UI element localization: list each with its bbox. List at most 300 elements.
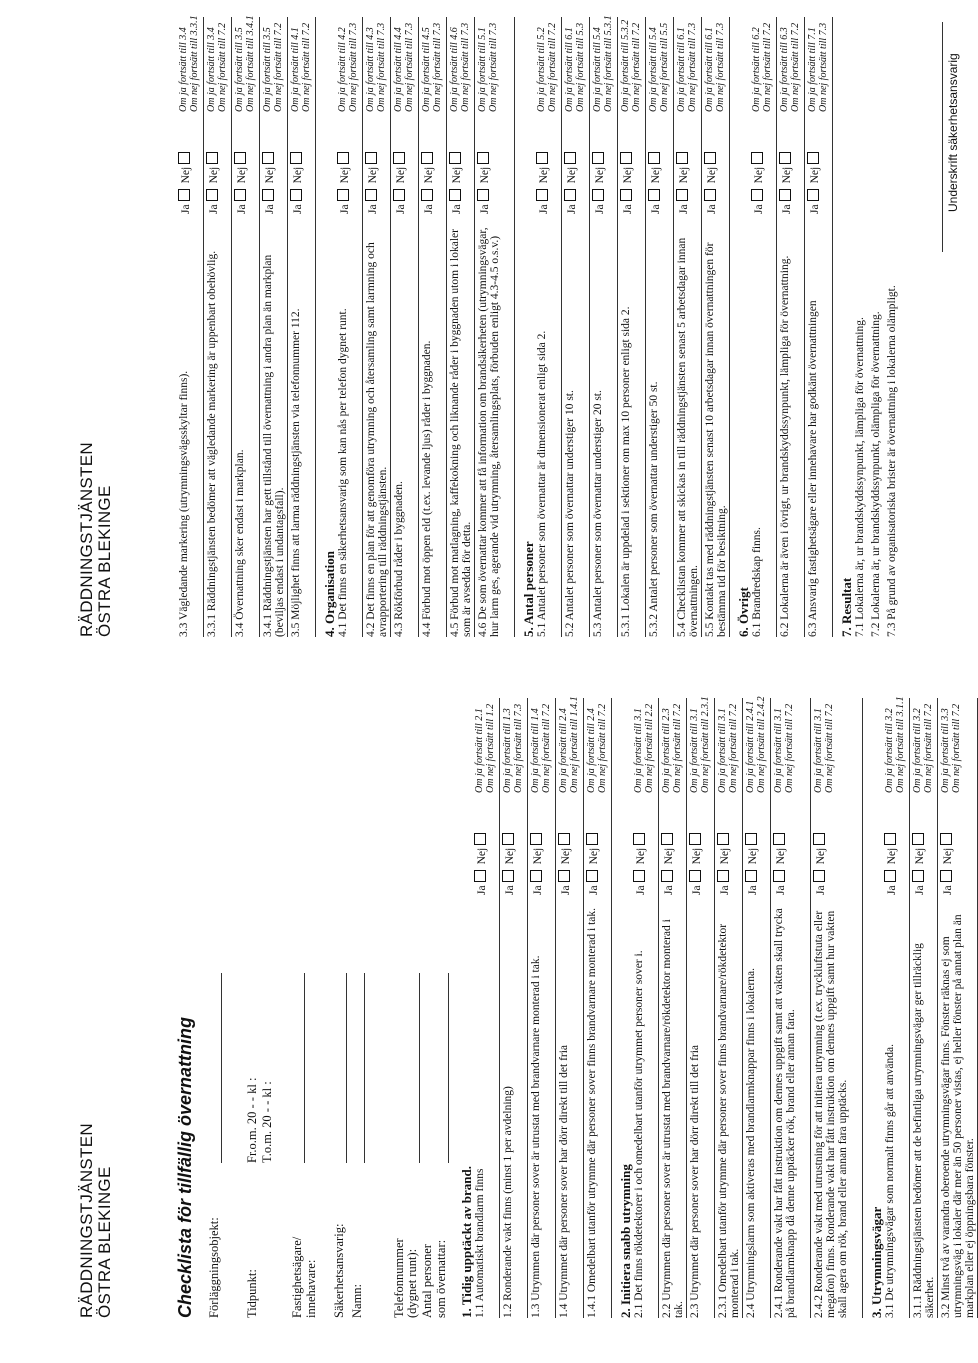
routing-yes: Om ja fortsätt till 1.3: [502, 708, 513, 793]
yes-checkbox[interactable]: [530, 870, 542, 882]
yes-checkbox[interactable]: [502, 870, 514, 882]
yes-label: Ja: [423, 204, 435, 214]
yes-checkbox[interactable]: [477, 189, 489, 201]
yes-no-choice: [676, 146, 690, 214]
routing-no: Om nej fortsätt till 7.2: [672, 703, 683, 793]
yes-no-choice: [689, 827, 703, 895]
routing-instructions: [813, 704, 835, 793]
yes-checkbox[interactable]: [676, 189, 688, 201]
question: 5.2 Antalet personer som övernattar understiger 10 st.: [564, 390, 576, 637]
org-header-right: RÄDDNINGSTJÄNSTEN ÖSTRA BLEKINGE: [77, 442, 114, 637]
no-label: Nej: [663, 847, 675, 865]
field-label: Telefonnummer: [392, 1238, 406, 1318]
no-checkbox[interactable]: [477, 152, 489, 164]
row-divider: [287, 17, 288, 637]
yes-checkbox[interactable]: [290, 189, 302, 201]
routing-instructions: [502, 704, 524, 793]
routing-no: Om nej fortsätt till 7.2: [597, 703, 608, 793]
field-underline: [448, 973, 449, 1163]
row-divider: [474, 17, 475, 637]
routing-instructions: [620, 20, 642, 112]
question: 1.3 Utrymmen där personer sover är utrustat med brandvarnare monterad i tak.: [530, 955, 542, 1318]
question: 1.4.1 Omedelbart utanför utrymme där personer sover finns brandvarnare monterad i tak.: [586, 907, 598, 1318]
row-divider: [617, 17, 618, 637]
routing-no: Om nej fortsätt till 7.3: [404, 22, 415, 112]
no-label: Nej: [451, 166, 463, 184]
routing-no: Om nej fortsätt till 2.3.1: [700, 696, 711, 793]
yes-checkbox[interactable]: [745, 870, 757, 882]
no-checkbox[interactable]: [365, 152, 377, 164]
no-label: Nej: [538, 166, 550, 184]
yes-checkbox[interactable]: [178, 189, 190, 201]
no-checkbox[interactable]: [661, 833, 673, 845]
yes-checkbox[interactable]: [661, 870, 673, 882]
question: 2.4.1 Ronderande vakt har fått instruktion om dennes uppgift samt att vakten skall trycka på brandlarmknapp då denne upptäcker rök, brand eller annan fara.: [773, 908, 797, 1318]
yes-label: Ja: [367, 204, 379, 214]
routing-instructions: [586, 704, 608, 793]
row-divider: [362, 17, 363, 637]
yes-label: Ja: [719, 885, 731, 895]
yes-no-choice: [773, 827, 787, 895]
routing-instructions: [676, 23, 698, 112]
no-checkbox[interactable]: [940, 833, 952, 845]
yes-checkbox[interactable]: [393, 189, 405, 201]
routing-instructions: [262, 23, 284, 112]
yes-checkbox[interactable]: [536, 189, 548, 201]
no-checkbox[interactable]: [592, 152, 604, 164]
yes-no-choice: [206, 146, 220, 214]
routing-no: Om nej fortsätt till 7.2: [824, 703, 835, 793]
yes-checkbox[interactable]: [337, 189, 349, 201]
yes-no-choice: [234, 146, 248, 214]
routing-yes: Om ja fortsätt till 2.3: [661, 708, 672, 793]
yes-label: Ja: [635, 885, 647, 895]
question: 5.3.1 Lokalen är uppdelad i sektioner om max 10 personer enligt sida 2.: [620, 306, 632, 637]
row-divider: [673, 17, 674, 637]
question: 6.3 Ansvarig fastighetsägare eller innehavare har godkänt övernattningen: [807, 300, 819, 637]
no-label: Nej: [691, 847, 703, 865]
routing-yes: Om ja fortsätt till 3.2: [884, 708, 895, 793]
field-underline: [419, 973, 420, 1163]
routing-yes: Om ja fortsätt till 2.4: [558, 708, 569, 793]
routing-yes: Om ja fortsätt till 3.5: [234, 27, 245, 112]
yes-label: Ja: [208, 204, 220, 214]
question: 5.3.2 Antalet personer som övernattar understiger 50 st.: [648, 381, 660, 637]
routing-yes: Om ja fortsätt till 3.4: [178, 27, 189, 112]
row-divider: [776, 17, 777, 637]
no-label: Nej: [292, 166, 304, 184]
routing-instructions: [884, 696, 906, 793]
no-checkbox[interactable]: [704, 152, 716, 164]
yes-no-choice: [620, 146, 634, 214]
row-divider: [832, 17, 833, 637]
yes-no-choice: [365, 146, 379, 214]
yes-checkbox[interactable]: [813, 870, 825, 882]
yes-label: Ja: [532, 885, 544, 895]
yes-checkbox[interactable]: [262, 189, 274, 201]
routing-instructions: [337, 23, 359, 112]
yes-checkbox[interactable]: [558, 870, 570, 882]
routing-yes: Om ja fortsätt till 5.1: [477, 27, 488, 112]
yes-no-choice: [633, 827, 647, 895]
yes-no-choice: [940, 827, 954, 895]
routing-yes: Om ja fortsätt till 2.4: [586, 708, 597, 793]
question: 4.3 Rökförbud råder i byggnaden.: [393, 481, 405, 637]
checklist-title: Checklista för tillfällig övernattning: [175, 1016, 195, 1318]
routing-instructions: [449, 23, 471, 112]
field-value[interactable]: Fr.o.m. 20 - - kl :: [245, 1077, 259, 1163]
no-label: Nej: [914, 847, 926, 865]
routing-yes: Om ja fortsätt till 3.1: [689, 708, 700, 793]
no-label: Nej: [339, 166, 351, 184]
no-checkbox[interactable]: [474, 833, 486, 845]
no-label: Nej: [476, 847, 488, 865]
routing-no: Om nej fortsätt till 7.2: [728, 703, 739, 793]
row-divider: [770, 698, 771, 1318]
yes-label: Ja: [566, 204, 578, 214]
yes-checkbox[interactable]: [773, 870, 785, 882]
no-label: Nej: [395, 166, 407, 184]
yes-no-choice: [536, 146, 550, 214]
yes-label: Ja: [815, 885, 827, 895]
yes-checkbox[interactable]: [474, 870, 486, 882]
question: 5.5 Kontakt tas med räddningstjänsten senast 10 arbetsdagar innan övernattningen för bestämma tid för besiktning.: [704, 242, 728, 637]
field-value[interactable]: T.o.m. 20 - - kl :: [260, 1081, 274, 1163]
no-checkbox[interactable]: [449, 152, 461, 164]
routing-instructions: [751, 23, 773, 112]
no-checkbox[interactable]: [751, 152, 763, 164]
yes-checkbox[interactable]: [779, 189, 791, 201]
no-checkbox[interactable]: [206, 152, 218, 164]
yes-label: Ja: [395, 204, 407, 214]
yes-label: Ja: [622, 204, 634, 214]
routing-no: Om nej fortsätt till 7.2: [301, 22, 312, 112]
no-checkbox[interactable]: [620, 152, 632, 164]
routing-yes: Om ja fortsätt till 3.1: [813, 708, 824, 793]
routing-yes: Om ja fortsätt till 6.2: [751, 27, 762, 112]
no-checkbox[interactable]: [807, 152, 819, 164]
no-label: Nej: [622, 166, 634, 184]
no-checkbox[interactable]: [773, 833, 785, 845]
routing-instructions: [393, 23, 415, 112]
no-checkbox[interactable]: [262, 152, 274, 164]
routing-no: Om nej fortsätt till 7.3: [432, 22, 443, 112]
yes-no-choice: [337, 146, 351, 214]
section-heading: 3. Utrymningsvägar: [869, 1206, 884, 1318]
no-checkbox[interactable]: [290, 152, 302, 164]
routing-yes: Om ja fortsätt till 6.1: [676, 27, 687, 112]
routing-instructions: [234, 15, 256, 112]
no-label: Nej: [236, 166, 248, 184]
yes-label: Ja: [560, 885, 572, 895]
yes-label: Ja: [588, 885, 600, 895]
no-checkbox[interactable]: [564, 152, 576, 164]
yes-label: Ja: [691, 885, 703, 895]
no-checkbox[interactable]: [178, 152, 190, 164]
no-label: Nej: [886, 847, 898, 865]
yes-no-choice: [290, 146, 304, 214]
routing-instructions: [530, 704, 552, 793]
yes-no-choice: [745, 827, 759, 895]
field-label: Förläggningsobjekt:: [207, 1217, 221, 1318]
routing-yes: Om ja fortsätt till 4.5: [421, 27, 432, 112]
yes-checkbox[interactable]: [633, 870, 645, 882]
yes-checkbox[interactable]: [717, 870, 729, 882]
row-divider: [810, 698, 811, 1318]
row-divider: [203, 17, 204, 637]
yes-label: Ja: [809, 204, 821, 214]
routing-no: Om nej fortsätt till 1.4.1: [569, 696, 580, 793]
row-divider: [527, 698, 528, 1318]
routing-yes: Om ja fortsätt till 2.4.1: [745, 700, 756, 793]
yes-checkbox[interactable]: [807, 189, 819, 201]
routing-yes: Om ja fortsätt till 5.4: [592, 27, 603, 112]
no-label: Nej: [367, 166, 379, 184]
question: 5.1 Antalet personer som övernattar är dimensionerat enligt sida 2.: [536, 330, 548, 637]
yes-no-choice: [421, 146, 435, 214]
row-divider: [315, 17, 316, 637]
routing-instructions: [206, 23, 228, 112]
yes-checkbox[interactable]: [234, 189, 246, 201]
no-label: Nej: [504, 847, 516, 865]
yes-checkbox[interactable]: [648, 189, 660, 201]
row-divider: [499, 698, 500, 1318]
result-item: 7.3 På grund av organisatoriska brister är övernattning i lokalerna olämpligt.: [886, 285, 898, 637]
yes-checkbox[interactable]: [206, 189, 218, 201]
no-label: Nej: [809, 166, 821, 184]
routing-no: Om nej fortsätt till 7.2: [790, 22, 801, 112]
routing-instructions: [290, 23, 312, 112]
row-divider: [418, 17, 419, 637]
question: 3.1.1 Räddningstjänsten bedömer att de befintliga utrymningsvägar ger tillräcklig säkerhet.: [912, 943, 936, 1318]
routing-instructions: [536, 23, 558, 112]
routing-no: Om nej fortsätt till 7.3: [460, 22, 471, 112]
left-column: [0, 682, 976, 1363]
routing-no: Om nej fortsätt till 7.2: [217, 22, 228, 112]
routing-yes: Om ja fortsätt till 3.2: [912, 708, 923, 793]
routing-no: Om nej fortsätt till 7.2: [273, 22, 284, 112]
yes-label: Ja: [236, 204, 248, 214]
routing-instructions: [779, 23, 801, 112]
yes-label: Ja: [914, 885, 926, 895]
row-divider: [446, 17, 447, 637]
routing-instructions: [633, 704, 655, 793]
question: 2.3 Utrymmet där personer sover har dörr direkt till det fria: [689, 1044, 701, 1318]
no-label: Nej: [753, 166, 765, 184]
no-checkbox[interactable]: [337, 152, 349, 164]
question: 6.2 Lokalerna är även i övrigt, ur brandskyddssynpunkt, lämpliga för övernattning.: [779, 255, 791, 637]
yes-checkbox[interactable]: [940, 870, 952, 882]
routing-yes: Om ja fortsätt till 4.4: [393, 27, 404, 112]
field-label: Antal personer: [420, 1244, 434, 1318]
question: 3.3.1 Räddningstjänsten bedömer att vägledande markering är uppenbart obehövlig.: [206, 250, 218, 637]
field-label: Säkerhetsansvarig:: [332, 1223, 346, 1318]
org-header: RÄDDNINGSTJÄNSTEN ÖSTRA BLEKINGE: [77, 1123, 114, 1318]
row-divider: [231, 17, 232, 637]
yes-checkbox[interactable]: [704, 189, 716, 201]
routing-instructions: [558, 696, 580, 793]
no-checkbox[interactable]: [717, 833, 729, 845]
yes-label: Ja: [886, 885, 898, 895]
routing-instructions: [661, 704, 683, 793]
row-divider: [259, 17, 260, 637]
row-divider: [804, 17, 805, 637]
yes-label: Ja: [339, 204, 351, 214]
yes-no-choice: [262, 146, 276, 214]
routing-no: Om nej fortsätt till 7.2: [784, 703, 795, 793]
yes-label: Ja: [594, 204, 606, 214]
routing-no: Om nej fortsätt till 7.2: [762, 22, 773, 112]
question: 2.4 Utrymningslarm som aktiveras med brandlarmknappar finns i lokalerna.: [745, 967, 757, 1318]
no-label: Nej: [566, 166, 578, 184]
yes-label: Ja: [504, 885, 516, 895]
routing-instructions: [178, 15, 200, 112]
yes-no-choice: [592, 146, 606, 214]
no-label: Nej: [423, 166, 435, 184]
field-label: Fastighetsägare/: [290, 1236, 304, 1318]
routing-no: Om nej fortsätt till 7.2: [923, 703, 934, 793]
routing-instructions: [648, 23, 670, 112]
question: 3.4 Övernattning sker endast i markplan.: [234, 449, 246, 637]
routing-instructions: [807, 23, 829, 112]
routing-no: Om nej fortsätt till 5.3: [575, 22, 586, 112]
yes-checkbox[interactable]: [586, 870, 598, 882]
no-label: Nej: [942, 847, 954, 865]
yes-label: Ja: [538, 204, 550, 214]
yes-checkbox[interactable]: [689, 870, 701, 882]
routing-yes: Om ja fortsätt till 4.2: [337, 27, 348, 112]
no-checkbox[interactable]: [633, 833, 645, 845]
field-underline: [364, 973, 365, 1163]
routing-no: Om nej fortsätt till 7.3: [488, 22, 499, 112]
no-checkbox[interactable]: [558, 833, 570, 845]
question: 1.4 Utrymmet där personer sover har dörr direkt till det fria: [558, 1044, 570, 1318]
row-divider: [909, 698, 910, 1318]
section-heading: 5. Antal personer: [521, 541, 536, 637]
row-divider: [583, 698, 584, 1318]
yes-no-choice: [474, 827, 488, 895]
no-checkbox[interactable]: [421, 152, 433, 164]
no-checkbox[interactable]: [502, 833, 514, 845]
yes-checkbox[interactable]: [592, 189, 604, 201]
question: 2.1 Det finns rökdetektorer i och omedelbart utanför utrymmet personer sover i.: [633, 950, 645, 1318]
yes-no-choice: [502, 827, 516, 895]
yes-no-choice: [912, 827, 926, 895]
no-label: Nej: [479, 166, 491, 184]
routing-no: Om nej fortsätt till 2.4.2: [756, 696, 767, 793]
yes-checkbox[interactable]: [365, 189, 377, 201]
question: 4.2 Det finns en plan för att genomföra utrymning och återsamling samt larmning och avrapportering till räddningstjänsten.: [365, 242, 389, 637]
routing-yes: Om ja fortsätt till 3.5: [262, 27, 273, 112]
no-checkbox[interactable]: [648, 152, 660, 164]
yes-checkbox[interactable]: [912, 870, 924, 882]
yes-checkbox[interactable]: [449, 189, 461, 201]
no-label: Nej: [678, 166, 690, 184]
no-label: Nej: [532, 847, 544, 865]
routing-instructions: [773, 704, 795, 793]
yes-label: Ja: [663, 885, 675, 895]
routing-yes: Om ja fortsätt till 3.4: [206, 27, 217, 112]
question: 3.5 Möjlighet finns att larma räddningstjänsten via telefonnummer 112.: [290, 308, 302, 637]
no-label: Nej: [650, 166, 662, 184]
yes-label: Ja: [781, 204, 793, 214]
routing-instructions: [940, 704, 962, 793]
yes-checkbox[interactable]: [421, 189, 433, 201]
no-checkbox[interactable]: [745, 833, 757, 845]
yes-checkbox[interactable]: [884, 870, 896, 882]
question: 5.4 Checklistan kommer att skickas in till räddningstjänsten senast 5 arbetsdagar innan övernattningen.: [676, 237, 700, 637]
yes-label: Ja: [678, 204, 690, 214]
yes-no-choice: [393, 146, 407, 214]
no-checkbox[interactable]: [689, 833, 701, 845]
row-divider: [714, 698, 715, 1318]
yes-no-choice: [779, 146, 793, 214]
routing-instructions: [564, 23, 586, 112]
no-checkbox[interactable]: [530, 833, 542, 845]
section-heading: 4. Organisation: [322, 551, 337, 637]
routing-yes: Om ja fortsätt till 1.4: [530, 708, 541, 793]
no-checkbox[interactable]: [536, 152, 548, 164]
section-heading: 6. Övrigt: [736, 587, 751, 637]
question: 1.2 Ronderande vakt finns (minst 1 per avdelning): [502, 1086, 514, 1318]
row-divider: [611, 698, 612, 1318]
routing-instructions: [474, 704, 496, 793]
row-divider: [701, 17, 702, 637]
row-divider: [862, 698, 863, 1318]
field-underline: [221, 973, 222, 1163]
no-checkbox[interactable]: [779, 152, 791, 164]
no-checkbox[interactable]: [234, 152, 246, 164]
routing-no: Om nej fortsätt till 7.3: [687, 22, 698, 112]
no-label: Nej: [635, 847, 647, 865]
routing-yes: Om ja fortsätt till 5.3.2: [620, 19, 631, 112]
row-divider: [658, 698, 659, 1318]
routing-instructions: [717, 704, 739, 793]
no-checkbox[interactable]: [912, 833, 924, 845]
no-label: Nej: [775, 847, 787, 865]
yes-label: Ja: [753, 204, 765, 214]
row-divider: [937, 698, 938, 1318]
yes-checkbox[interactable]: [751, 189, 763, 201]
yes-checkbox[interactable]: [620, 189, 632, 201]
question: 2.3.1 Omedelbart utanför utrymme där personer sover finns brandvarnare/rökdetektor monterad i tak.: [717, 923, 741, 1318]
no-label: Nej: [208, 166, 220, 184]
routing-no: Om nej fortsätt till 3.1.1: [895, 696, 906, 793]
no-checkbox[interactable]: [676, 152, 688, 164]
row-divider: [514, 17, 515, 637]
question: 3.2 Minst två av varandra oberoende utrymningsvägar finns. Fönster räknas ej som utrymningsväg i lokaler där mer än 50 personer vistas, ej heller fönster på annat plan än markplan eller ej öppningsbara fönster.: [940, 914, 976, 1318]
field-label: Tidpunkt:: [245, 1269, 259, 1318]
field-underline: [304, 973, 305, 1163]
yes-label: Ja: [180, 204, 192, 214]
no-checkbox[interactable]: [586, 833, 598, 845]
routing-instructions: [592, 15, 614, 112]
field-label: (dygnet runt):: [405, 1248, 419, 1318]
yes-no-choice: [884, 827, 898, 895]
no-label: Nej: [719, 847, 731, 865]
yes-checkbox[interactable]: [564, 189, 576, 201]
question: 4.6 De som övernattar kommer att få information om brandsäkerheten (utrymningsvägar, hur larm ges, agerande vid utrymning, återsamlingsplats, förbuden enligt 4.3-4.5 o.s.v.): [477, 227, 501, 637]
question: 2.4.2 Ronderande vakt med utrustning för att initiera utrymning (t.ex. tryckluftstuta eller megafon) finns. Ronderande vakt har fått instruktion om dennes uppgift samt hur vakten skall agera om rök, brand eller annan fara upptäcks.: [813, 910, 849, 1318]
no-checkbox[interactable]: [813, 833, 825, 845]
yes-no-choice: [807, 146, 821, 214]
no-checkbox[interactable]: [884, 833, 896, 845]
routing-yes: Om ja fortsätt till 6.1: [704, 27, 715, 112]
no-checkbox[interactable]: [393, 152, 405, 164]
row-divider: [686, 698, 687, 1318]
question: 1.1 Automatiskt brandlarm finns: [474, 1168, 486, 1318]
routing-yes: Om ja fortsätt till 5.4: [648, 27, 659, 112]
